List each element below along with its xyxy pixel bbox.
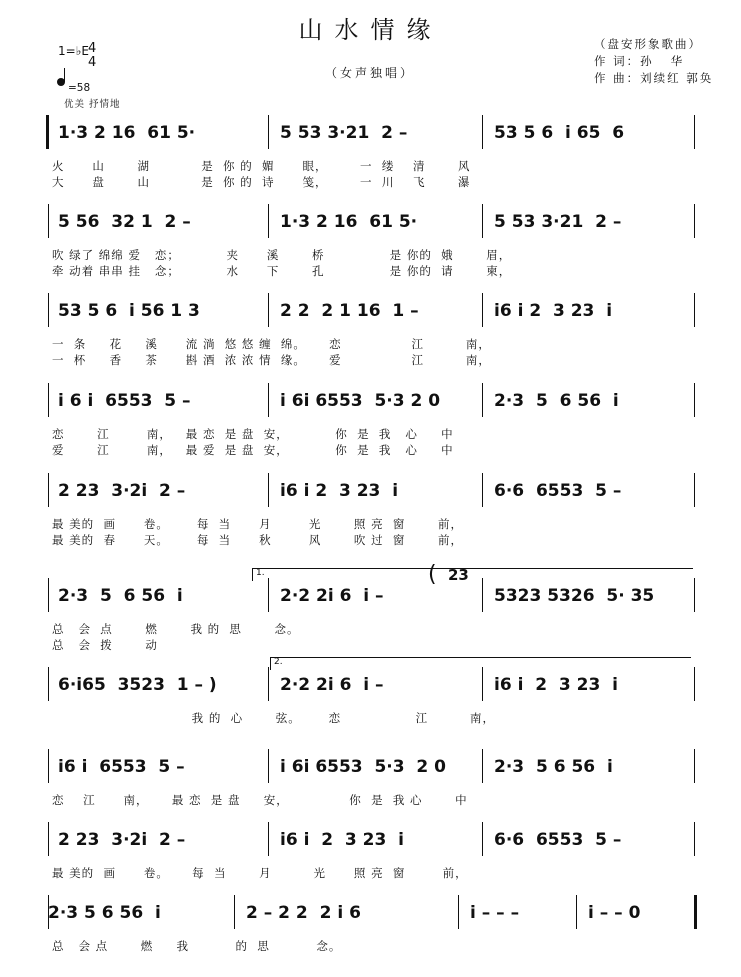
measure-notes: 2·3 5 6 56 i (48, 903, 161, 923)
lyric-line-1: 总 会 点 燃 我 的 思 念。 (52, 939, 342, 953)
lyric-line-2: 最 美的 春 天。 每 当 秋 风 吹 过 窗 前， (52, 533, 463, 547)
barline-right (694, 667, 695, 701)
interlude-first-notes: 23 (448, 566, 469, 584)
barline (482, 293, 483, 327)
expression-marking: 优美 抒情地 (64, 99, 121, 110)
barline (482, 749, 483, 783)
barline (268, 293, 269, 327)
measure-notes: i – – 0 (588, 903, 641, 923)
volta-1 (252, 568, 693, 581)
measure-notes: 53 5 6 i 65 6 (494, 123, 625, 143)
lyric-line-1: 吹 绿了 绵绵 爱 恋； 夹 溪 桥 是 你的 娥 眉， (52, 248, 512, 262)
measure-notes: 1·3 2 16 61 5· (58, 123, 196, 143)
credits (594, 36, 713, 87)
quarter-note-icon (57, 78, 65, 86)
lyric-line-1: 一 条 花 溪 流 淌 悠 悠 缠 绵。 恋 江 南， (52, 337, 491, 351)
time-bottom: 4 (88, 55, 97, 70)
barline (234, 895, 235, 929)
lyric-line-2: 爱 江 南， 最 爱 是 盘 安， 你 是 我 心 中 (52, 443, 454, 457)
barline-right (694, 204, 695, 238)
measure-notes: i – – – (470, 903, 520, 923)
lyric-line-1: 最 美的 画 卷。 每 当 月 光 照 亮 窗 前， (52, 866, 468, 880)
measure-notes: 2·3 5 6 56 i (494, 391, 619, 411)
measure-notes: i 6i 6553 5·3 2 0 (280, 757, 446, 777)
barline (458, 895, 459, 929)
barline (268, 578, 269, 612)
barline (268, 749, 269, 783)
tempo-marking: =58 (68, 82, 91, 94)
barline (482, 383, 483, 417)
measure-notes: 53 5 6 i 56 1 3 (58, 301, 200, 321)
barline (268, 473, 269, 507)
measure-notes: i6 i 2 3 23 i (280, 481, 399, 501)
barline (482, 667, 483, 701)
volta-2-label: 2. (274, 657, 283, 667)
lyric-line-2: 总 会 拨 动 (52, 638, 158, 652)
time-top: 4 (88, 41, 97, 56)
lyric-line-1: 火 山 湖 是 你 的 媚 眼， 一 缕 清 风 (52, 159, 471, 173)
measure-notes: i6 i 2 3 23 i (494, 301, 613, 321)
barline-left (48, 578, 49, 612)
barline-left (48, 667, 49, 701)
measure-notes: 6·6 6553 5 – (494, 830, 622, 850)
measure-notes: 5 53 3·21 2 – (280, 123, 408, 143)
measure-notes: 1·3 2 16 61 5· (280, 212, 418, 232)
barline-right (694, 578, 695, 612)
barline-right (694, 473, 695, 507)
measure-notes: 2 – 2 2 2 i 6 (246, 903, 361, 923)
measure-notes: 5 53 3·21 2 – (494, 212, 622, 232)
barline-left (48, 293, 49, 327)
barline-right (694, 822, 695, 856)
key-signature (58, 41, 97, 70)
barline-left (48, 383, 49, 417)
barline-left (48, 822, 49, 856)
measure-notes: i6 i 6553 5 – (58, 757, 185, 777)
barline (482, 578, 483, 612)
barline-left (48, 749, 49, 783)
lyricist-label: 作 词：孙 华 (594, 54, 685, 68)
lyric-line-1: 恋 江 南， 最 恋 是 盘 安， 你 是 我 心 中 (52, 793, 468, 807)
barline (268, 204, 269, 238)
barline-right (694, 749, 695, 783)
barline (268, 822, 269, 856)
measure-notes: 5 56 32 1 2 – (58, 212, 191, 232)
measure-notes: 2·2 2i 6 i – (280, 586, 384, 606)
barline-left (48, 204, 49, 238)
barline-right (694, 115, 695, 149)
lyric-line-2: 牵 动着 串串 挂 念； 水 下 孔 是 你的 请 柬， (52, 264, 512, 278)
lyric-line-2: 一 杯 香 茶 斟 酒 浓 浓 情 缘。 爱 江 南， (52, 353, 491, 367)
measure-notes: 2 2 2 1 16 1 – (280, 301, 419, 321)
song-title: 山水情缘 (298, 16, 443, 44)
barline (482, 204, 483, 238)
lyric-line-1: 总 会 点 燃 我 的 思 念。 (52, 622, 300, 636)
measure-notes: 2 23 3·2i 2 – (58, 481, 186, 501)
composer-label: 作 曲：刘续红 郭奂 (594, 71, 714, 85)
barline (268, 383, 269, 417)
measure-notes: i6 i 2 3 23 i (280, 830, 404, 850)
barline-left (46, 115, 49, 149)
song-subtitle: （女声独唱） (325, 66, 416, 80)
measure-notes: 2·3 5 6 56 i (494, 757, 613, 777)
barline-right (694, 383, 695, 417)
measure-notes: 6·6 6553 5 – (494, 481, 622, 501)
lyric-line-1: 最 美的 画 卷。 每 当 月 光 照 亮 窗 前， (52, 517, 463, 531)
lyric-line-2: 大 盘 山 是 你 的 诗 笺， 一 川 飞 瀑 (52, 175, 471, 189)
measure-notes: i 6 i 6553 5 – (58, 391, 191, 411)
measure-notes: i6 i 2 3 23 i (494, 675, 618, 695)
measure-notes: i 6i 6553 5·3 2 0 (280, 391, 441, 411)
barline (268, 115, 269, 149)
volta-1-label: 1. (256, 568, 265, 578)
lyric-line-1: 恋 江 南， 最 恋 是 盘 安， 你 是 我 心 中 (52, 427, 454, 441)
key-label: 1=♭E (58, 44, 89, 58)
lyric-line-1: 我 的 心 弦。 恋 江 南， (52, 711, 496, 725)
barline-left (48, 473, 49, 507)
volta-2 (270, 657, 691, 670)
barline (576, 895, 577, 929)
measure-notes: 6·i65 3523 1 – ) (58, 675, 217, 695)
genre-label: （盘安形象歌曲） (594, 37, 702, 51)
barline-right (694, 293, 695, 327)
barline (482, 822, 483, 856)
measure-notes: 2·2 2i 6 i – (280, 675, 384, 695)
interlude-open-paren: ( (428, 562, 437, 587)
measure-notes: 2·3 5 6 56 i (58, 586, 183, 606)
barline (482, 473, 483, 507)
time-signature (88, 42, 96, 70)
barline (268, 667, 269, 701)
barline (482, 115, 483, 149)
measure-notes: 2 23 3·2i 2 – (58, 830, 186, 850)
barline-right (694, 895, 697, 929)
measure-notes: 5323 5326 5· 35 (494, 586, 655, 606)
